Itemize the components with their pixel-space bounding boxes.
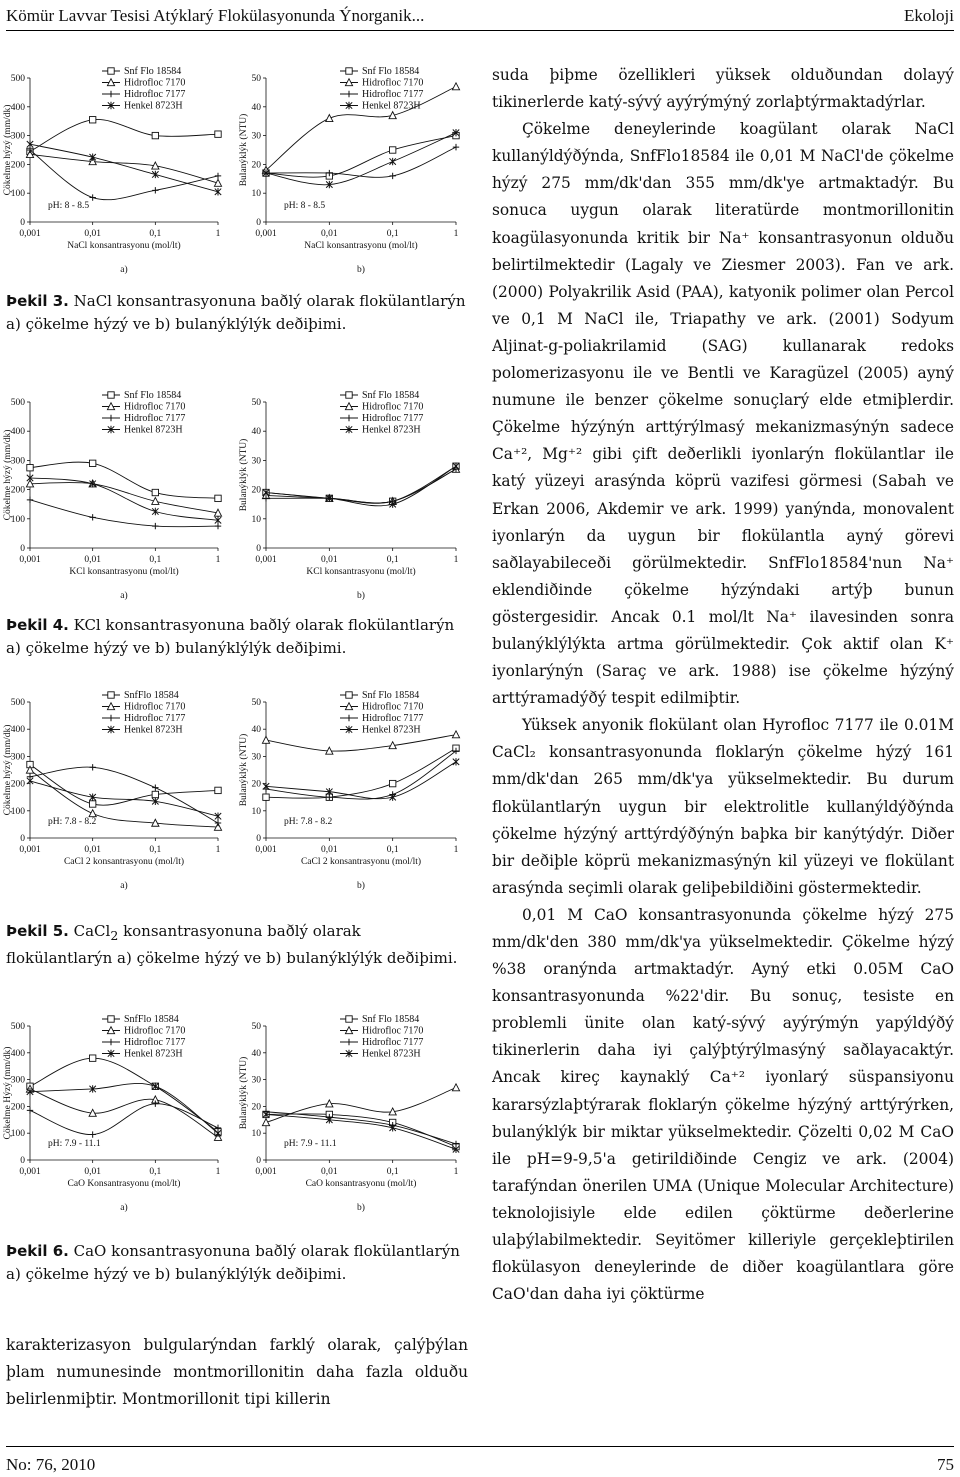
data-point (152, 791, 158, 797)
caption-text: KCl konsantrasyonuna baðlý olarak flokülantlarýn a) çökelme hýzý ve b) bulanýklýlýk deðiþimi. (6, 616, 455, 657)
legend-entry: Hidrofloc 7170 (124, 77, 186, 89)
series-square (27, 460, 221, 501)
panel-label: a) (120, 1203, 128, 1213)
legend (102, 66, 185, 112)
y-tick-label: 40 (251, 427, 261, 438)
series-plus (263, 144, 459, 179)
x-tick-label: 0,01 (84, 1167, 101, 1177)
series-star (263, 463, 459, 508)
series-line (266, 466, 456, 506)
y-tick-label: 30 (251, 752, 261, 763)
data-point (89, 1055, 95, 1061)
series-line (266, 735, 456, 751)
y-tick-label: 30 (251, 131, 261, 142)
legend-entry: Hidrofloc 7170 (362, 1025, 424, 1037)
data-point (152, 508, 158, 515)
y-tick-label: 30 (251, 1075, 261, 1086)
series-triangle (26, 1085, 221, 1140)
series-line (30, 119, 218, 151)
data-point (262, 736, 269, 743)
y-axis-label: Bulanýklýk (NTU) (239, 733, 249, 807)
series-star (27, 474, 221, 524)
data-point (326, 115, 333, 122)
series-star (27, 141, 221, 196)
series-line (266, 751, 456, 799)
data-point (152, 132, 158, 138)
legend (102, 1014, 185, 1060)
caption-text-pre: CaCl (73, 922, 111, 940)
data-point (263, 794, 269, 800)
legend (340, 1014, 423, 1060)
x-tick-label: 0,1 (149, 229, 162, 239)
series-square (263, 745, 459, 800)
y-tick-label: 200 (10, 1102, 25, 1113)
running-title: Kömür Lavvar Tesisi Atýklarý Flokülasyonunda Ýnorganik... (6, 6, 425, 25)
chart-svg (0, 62, 230, 282)
y-tick-label: 50 (251, 698, 261, 708)
legend-marker (346, 1016, 352, 1022)
x-tick-label: 0,01 (321, 555, 338, 565)
data-point (89, 460, 95, 466)
data-point (152, 784, 158, 790)
data-point (89, 1131, 95, 1137)
y-tick-label: 100 (10, 806, 25, 817)
legend-entry: Henkel 8723H (362, 1048, 421, 1060)
x-axis-label: KCl konsantrasyonu (mol/lt) (69, 567, 179, 577)
y-tick-label: 10 (251, 189, 261, 200)
legend (340, 690, 423, 736)
figure-3-caption (6, 290, 466, 336)
figure-3a-chart (0, 62, 230, 282)
y-tick-label: 40 (251, 725, 261, 736)
legend-entry: Snf Flo 18584 (362, 66, 420, 77)
legend-marker (108, 1039, 114, 1045)
x-tick-label: 0,001 (255, 229, 277, 239)
series-line (266, 136, 456, 178)
y-tick-label: 0 (20, 218, 25, 228)
y-tick-label: 50 (251, 74, 261, 84)
issue-number: No: 76, 2010 (6, 1455, 96, 1474)
figure-4a-chart (0, 386, 230, 608)
caption-subscript: 2 (110, 928, 119, 943)
panel-label: a) (120, 265, 128, 275)
data-point (215, 173, 221, 179)
legend-entry: Hidrofloc 7177 (362, 89, 424, 100)
legend-marker (346, 715, 352, 721)
y-axis-label: Çökelme Hýzý (mm/dk) (3, 1046, 13, 1140)
journal-name: Ekoloji (903, 6, 954, 25)
y-tick-label: 200 (10, 485, 25, 496)
legend-marker (108, 392, 114, 398)
x-axis-label: KCl konsantrasyonu (mol/lt) (306, 567, 416, 577)
legend-marker (108, 68, 114, 74)
right-column (492, 62, 954, 1308)
data-point (89, 154, 95, 161)
ph-annotation: pH: 8 - 8.5 (48, 201, 90, 211)
x-tick-label: 0,1 (149, 1167, 162, 1177)
data-point (452, 731, 459, 738)
legend-marker (108, 415, 114, 421)
figure-5a-chart (0, 686, 230, 898)
legend-entry: Henkel 8723H (124, 1048, 183, 1060)
chart-svg (0, 1010, 230, 1220)
data-point (27, 1107, 33, 1113)
x-tick-label: 0,01 (84, 845, 101, 855)
legend (102, 690, 185, 736)
figure-5b-chart (236, 686, 468, 898)
legend-marker (346, 91, 352, 97)
figure-5-caption (6, 920, 466, 970)
figure-label: Þekil 5. (6, 922, 69, 940)
legend-marker (346, 392, 352, 398)
series-square (27, 761, 221, 807)
series-plus (27, 497, 221, 530)
data-point (89, 764, 95, 770)
series-plus (27, 147, 221, 201)
y-tick-label: 20 (251, 1102, 261, 1113)
legend-entry: Snf Flo 18584 (362, 1014, 420, 1025)
legend-entry: Henkel 8723H (362, 724, 421, 736)
x-tick-label: 0,1 (386, 1167, 399, 1177)
data-point (27, 465, 33, 471)
y-axis-label: Çökelme hýzý (mm/dk) (3, 724, 13, 816)
y-tick-label: 30 (251, 456, 261, 467)
data-point (89, 194, 95, 200)
legend-entry: Hidrofloc 7177 (124, 713, 186, 724)
y-tick-label: 0 (20, 1156, 25, 1166)
y-axis-label: Çökelme hýzý (mm/dk) (3, 429, 13, 521)
legend-marker (108, 1016, 114, 1022)
caption-text: konsantrasyonuna baðlý olarak flokülantlarýn a) çökelme hýzý ve b) bulanýklýlýk deðiþimi. (6, 922, 458, 967)
data-point (215, 495, 221, 501)
x-tick-label: 0,001 (255, 1167, 277, 1177)
x-axis-label: CaO Konsantrasyonu (mol/lt) (67, 1179, 181, 1189)
y-tick-label: 400 (10, 725, 25, 736)
data-point (453, 758, 459, 765)
legend-entry: Snf Flo 18584 (362, 690, 420, 701)
legend (102, 390, 185, 436)
x-axis-label: NaCl konsantrasyonu (mol/lt) (67, 241, 181, 251)
legend (340, 66, 423, 112)
x-tick-label: 0,1 (386, 845, 399, 855)
ph-annotation: pH: 7.9 - 11.1 (48, 1139, 101, 1149)
legend-marker (346, 68, 352, 74)
figure-6b-chart (236, 1010, 468, 1220)
data-point (389, 794, 395, 801)
data-point (452, 83, 459, 90)
y-tick-label: 400 (10, 427, 25, 438)
legend-entry: Hidrofloc 7170 (124, 401, 186, 413)
x-tick-label: 1 (215, 1167, 221, 1177)
figure-6-caption (6, 1240, 466, 1286)
x-axis-label: CaO konsantrasyonu (mol/lt) (305, 1179, 417, 1189)
y-tick-label: 0 (256, 544, 261, 554)
chart-svg (0, 686, 230, 898)
x-tick-label: 1 (453, 845, 459, 855)
page-header (6, 6, 954, 31)
legend-marker (108, 91, 114, 97)
legend-marker (346, 1039, 352, 1045)
y-tick-label: 10 (251, 1129, 261, 1140)
y-tick-label: 500 (10, 698, 25, 708)
series-triangle (262, 83, 459, 174)
series-line (30, 1058, 218, 1132)
data-point (215, 820, 221, 826)
series-triangle (262, 731, 459, 754)
y-tick-label: 400 (10, 1048, 25, 1059)
ph-annotation: pH: 7.9 - 11.1 (284, 1139, 337, 1149)
legend-entry: Snf Flo 18584 (124, 390, 182, 401)
y-tick-label: 10 (251, 514, 261, 525)
legend-entry: Hidrofloc 7177 (124, 89, 186, 100)
data-point (215, 787, 221, 793)
figure-label: Þekil 4. (6, 616, 69, 634)
legend-entry: Henkel 8723H (362, 100, 421, 112)
figure-4-caption (6, 614, 466, 660)
y-tick-label: 40 (251, 102, 261, 113)
x-tick-label: 1 (453, 555, 459, 565)
data-point (152, 489, 158, 495)
figure-label: Þekil 6. (6, 1242, 69, 1260)
data-point (89, 514, 95, 520)
data-point (27, 777, 33, 784)
y-axis-label: Çökelme hýzý (mm/dk) (3, 104, 13, 196)
chart-svg (236, 686, 468, 898)
y-tick-label: 0 (256, 1156, 261, 1166)
caption-text: CaO konsantrasyonuna baðlý olarak flokülantlarýn a) çökelme hýzý ve b) bulanýklýlýk deðiþimi. (6, 1242, 460, 1283)
y-tick-label: 200 (10, 160, 25, 171)
x-tick-label: 0,1 (149, 555, 162, 565)
data-point (452, 1084, 459, 1091)
figure-label: Þekil 3. (6, 292, 69, 310)
x-tick-label: 0,01 (84, 555, 101, 565)
y-tick-label: 200 (10, 779, 25, 790)
legend-entry: Hidrofloc 7177 (124, 1037, 186, 1048)
x-tick-label: 0,001 (19, 1167, 41, 1177)
legend-entry: SnfFlo 18584 (124, 690, 179, 701)
legend-marker (346, 415, 352, 421)
paragraph: Yüksek anyonik flokülant olan Hyrofloc 7177 ile 0.01M CaCl₂ konsantrasyonunda floklarýn çökelme hýzý 161 mm/dk'dan 265 mm/dk'ya yükselmektedir. Bu durum flokülantlarýn uygun bir elektrolitle kullanýldýðýnda çökelme hýzýný arttýrdýðýnýn baþka bir kanýtýdýr. Diðer bir deðiþle köprü mekanizmasýnýn kil yüzeyi ve flokülant arasýnda seçimli olarak geliþebildiðini göstermektedir. (492, 716, 954, 897)
data-point (152, 187, 158, 193)
series-line (30, 154, 218, 183)
paragraph: Çökelme deneylerinde koagülant olarak NaCl kullanýldýðýnda, SnfFlo18584 ile 0,01 M NaCl'de çökelme hýzý 275 mm/dk'dan 355 mm/dk'ye artmaktadýr. Bu sonuca uygun olarak literatürde montmorillonitin koagülasyonunda kritik bir Na⁺ konsantrasyonun olduðu belirtilmektedir (Lagaly ve Ziesmer 2003). Fan ve ark. (2000) Polyakrilik Asid (PAA), katyonik polimer olan Percol ve 0,1 M NaCl ile, Triapathy ve ark. (2001) Sodyum Aljinat-g-poliakrilamid (SAG) kullanarak redoks polomerizasyonu ile ve Bentli ve Karagüzel (2005) ayný numune ile benzer çökelme sonuçlarý elde etmiþlerdir. Çökelme hýzýnýn arttýrýlmasý mekanizmasýnýn sadece Ca⁺², Mg⁺² gibi çift deðerlikli iyonlarýn flokülantlar ile katý yüzeyi arasýnda köprü vazifesi görmesi (Sabah ve Erkan 2006, Akdemir ve ark. 1999) yanýnda, monovalent iyonlarýn da uygun bir flokülantla ayný görevi saðlayabileceði görülmektedir. SnfFlo18584'nun Na⁺ eklendiðinde çökelme hýzýndaki artýþ bunun göstergesidir. Ancak 0.1 mol/lt Na⁺ ilavesinden sonra bulanýklýlýkta artma görülmektedir. Çok aktif olan K⁺ iyonlarýnýn (Saraç ve ark. 1988) ise çökelme hýzýný arttýramadýðý tespit edilmiþtir. (492, 120, 954, 708)
y-tick-label: 20 (251, 779, 261, 790)
y-tick-label: 100 (10, 189, 25, 200)
data-point (389, 173, 395, 179)
series-star (27, 1083, 221, 1137)
legend-entry: Hidrofloc 7170 (362, 77, 424, 89)
y-tick-label: 20 (251, 160, 261, 171)
legend-entry: Hidrofloc 7177 (362, 713, 424, 724)
x-tick-label: 1 (215, 845, 221, 855)
chart-svg (0, 386, 230, 608)
data-point (262, 1119, 269, 1126)
y-tick-label: 300 (10, 752, 25, 763)
legend-entry: Henkel 8723H (124, 100, 183, 112)
x-tick-label: 0,001 (19, 229, 41, 239)
series-line (30, 500, 218, 527)
data-point (89, 117, 95, 123)
data-point (453, 144, 459, 150)
x-tick-label: 0,1 (386, 229, 399, 239)
x-axis-label: NaCl konsantrasyonu (mol/lt) (304, 241, 418, 251)
y-tick-label: 0 (256, 218, 261, 228)
x-tick-label: 1 (453, 229, 459, 239)
y-tick-label: 300 (10, 456, 25, 467)
series-line (266, 87, 456, 171)
legend-entry: Henkel 8723H (124, 424, 183, 436)
x-axis-label: CaCl 2 konsantrasyonu (mol/lt) (300, 857, 422, 867)
legend-entry: Hidrofloc 7170 (362, 701, 424, 713)
panel-label: a) (120, 881, 128, 891)
series-triangle (26, 480, 221, 516)
chart-svg (236, 386, 468, 608)
series-line (266, 147, 456, 177)
y-tick-label: 20 (251, 485, 261, 496)
panel-label: b) (357, 591, 365, 601)
series-line (30, 1083, 218, 1133)
paragraph: 0,01 M CaO konsantrasyonunda çökelme hýzý 275 mm/dk'den 380 mm/dk'ya yükselmektedir. Çökelme hýzý %38 oranýnda artmaktadýr. Ayný etki 0.05M CaO konsantrasyonunda %22'dir. Bu sonuç, tesiste en problemli ünite olan katý-sývý ayýrýmýn yapýldýðý tikinerlerin daha iyi çalýþtýrýlmasýný saðlayacaktýr. Ancak kireç kaynaklý Ca⁺² iyonlarý süspansiyonu kararsýzlaþtýrarak floklarýn çökelme hýzýný arttýrýrken, bulanýklýk bir miktar yükselmektedir. Çözelti 0,02 M CaO ile pH=9-9,5'a getirildiðinde Cengiz ve ark. (2004) tarafýndan önerilen UMA (Unique Molecular Architecture) teknolojisiyle elde edilen çöktürme deðerlerine ulaþýlabilmektedir. Seyitömer killeriyle gerçekleþtirilen flokülasyon deneylerinde de diðer koagülantlara göre CaO'dan daha iyi çöktürme (492, 905, 954, 1304)
legend-entry: Hidrofloc 7177 (362, 413, 424, 424)
data-point (27, 497, 33, 503)
series-plus (263, 466, 459, 505)
x-tick-label: 0,1 (386, 555, 399, 565)
series-triangle (262, 1084, 459, 1126)
legend-entry: Snf Flo 18584 (124, 66, 182, 77)
y-tick-label: 50 (251, 398, 261, 408)
series-square (263, 132, 459, 179)
data-point (152, 171, 158, 178)
left-column-text: karakterizasyon bulgularýndan farklý olarak, çalýþýlan þlam numunesinde montmorillonitin daha fazla olduðu belirlenmiþtir. Montmorillonit tipi killerin (6, 1336, 468, 1408)
page-footer (6, 1446, 954, 1477)
x-tick-label: 0,01 (321, 1167, 338, 1177)
legend-marker (108, 692, 114, 698)
series-line (30, 478, 218, 520)
legend-entry: Snf Flo 18584 (362, 390, 420, 401)
y-tick-label: 300 (10, 131, 25, 142)
panel-label: b) (357, 265, 365, 275)
series-square (27, 1055, 221, 1135)
y-tick-label: 100 (10, 1129, 25, 1140)
data-point (215, 188, 221, 195)
y-axis-label: Bulanýklýk (NTU) (239, 438, 249, 512)
x-tick-label: 0,001 (255, 845, 277, 855)
ph-annotation: pH: 7.8 - 8.2 (284, 817, 333, 827)
legend-entry: Hidrofloc 7170 (124, 1025, 186, 1037)
legend (340, 390, 423, 436)
data-point (389, 1124, 395, 1131)
panel-label: b) (357, 1203, 365, 1213)
legend-entry: Hidrofloc 7170 (124, 701, 186, 713)
figure-3b-chart (236, 62, 468, 282)
x-tick-label: 0,001 (19, 845, 41, 855)
series-line (30, 781, 218, 816)
y-tick-label: 400 (10, 102, 25, 113)
ph-annotation: pH: 7.8 - 8.2 (48, 817, 97, 827)
x-tick-label: 1 (453, 1167, 459, 1177)
x-tick-label: 0,01 (321, 845, 338, 855)
x-tick-label: 0,001 (255, 555, 277, 565)
series-line (30, 767, 218, 823)
series-star (263, 129, 459, 188)
x-tick-label: 0,1 (149, 845, 162, 855)
legend-entry: Hidrofloc 7177 (124, 413, 186, 424)
data-point (389, 158, 395, 165)
data-point (389, 147, 395, 153)
legend-marker (108, 715, 114, 721)
y-axis-label: Bulanýklýk (NTU) (239, 113, 249, 187)
data-point (89, 810, 96, 817)
x-tick-label: 1 (215, 555, 221, 565)
y-tick-label: 300 (10, 1075, 25, 1086)
x-tick-label: 1 (215, 229, 221, 239)
legend-entry: SnfFlo 18584 (124, 1014, 179, 1025)
chart-svg (236, 62, 468, 282)
y-tick-label: 0 (20, 834, 25, 844)
panel-label: a) (120, 591, 128, 601)
series-line (30, 144, 218, 192)
x-axis-label: CaCl 2 konsantrasyonu (mol/lt) (63, 857, 185, 867)
y-tick-label: 40 (251, 1048, 261, 1059)
chart-svg (236, 1010, 468, 1220)
data-point (215, 131, 221, 137)
y-tick-label: 500 (10, 1022, 25, 1032)
legend-entry: Henkel 8723H (124, 724, 183, 736)
caption-text: NaCl konsantrasyonuna baðlý olarak flokülantlarýn a) çökelme hýzý ve b) bulanýklýlýk deðiþimi. (6, 292, 466, 333)
data-point (389, 780, 395, 786)
data-point (152, 523, 158, 529)
panel-label: b) (357, 881, 365, 891)
figure-4b-chart (236, 386, 468, 608)
paragraph: suda þiþme özellikleri yüksek olduðundan dolayý tikinerlerde katý-sývý ayýrýmýný zorlaþtýrmaktadýrlar. (492, 66, 954, 112)
x-tick-label: 0,01 (321, 229, 338, 239)
y-tick-label: 100 (10, 514, 25, 525)
y-tick-label: 0 (20, 544, 25, 554)
series-line (30, 462, 218, 498)
x-tick-label: 0,001 (19, 555, 41, 565)
y-tick-label: 500 (10, 74, 25, 84)
page-number: 75 (937, 1455, 954, 1474)
legend-entry: Hidrofloc 7177 (362, 1037, 424, 1048)
legend-entry: Hidrofloc 7170 (362, 401, 424, 413)
data-point (89, 801, 95, 807)
y-tick-label: 500 (10, 398, 25, 408)
y-axis-label: Bulanýklýk (NTU) (239, 1056, 249, 1130)
ph-annotation: pH: 8 - 8.5 (284, 201, 326, 211)
legend-entry: Henkel 8723H (362, 424, 421, 436)
data-point (215, 813, 221, 820)
axes (238, 1022, 459, 1213)
y-tick-label: 50 (251, 1022, 261, 1032)
series-line (266, 133, 456, 185)
figure-6a-chart (0, 1010, 230, 1220)
series-line (30, 1104, 218, 1135)
y-tick-label: 0 (256, 834, 261, 844)
series-triangle (26, 151, 221, 187)
x-tick-label: 0,01 (84, 229, 101, 239)
y-tick-label: 10 (251, 806, 261, 817)
legend-marker (346, 692, 352, 698)
